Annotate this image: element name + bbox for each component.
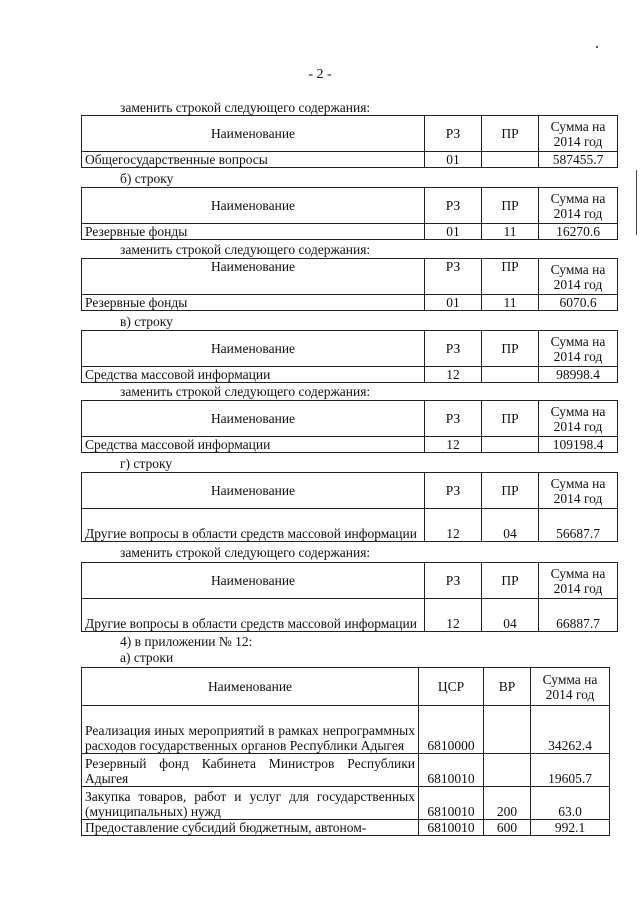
cell-pr: 04 (482, 599, 539, 632)
cell-name: Резервный фонд Кабинета Министров Республики Адыгея (82, 754, 419, 787)
col-header-sum: Сумма на 2014 год (539, 188, 618, 224)
cell-sum: 98998.4 (539, 367, 618, 383)
col-header-pr: ПР (482, 473, 539, 509)
budget-table-7 (81, 562, 618, 632)
col-header-name: Наименование (82, 668, 419, 706)
col-header-pr: ПР (482, 563, 539, 599)
col-header-pr: ПР (482, 401, 539, 437)
cell-pr (482, 437, 539, 453)
cell-csr: 6810000 (419, 706, 484, 754)
cell-name: Резервные фонды (82, 224, 425, 240)
cell-pr (482, 367, 539, 383)
budget-table-4 (81, 330, 618, 383)
col-header-sum: Сумма на 2014 год (531, 668, 610, 706)
instruction-line: заменить строкой следующего содержания: (120, 242, 371, 257)
budget-table-5 (81, 400, 618, 453)
col-header-sum: Сумма на 2014 год (539, 331, 618, 367)
col-header-rz: РЗ (425, 259, 482, 295)
col-header-rz: РЗ (425, 473, 482, 509)
col-header-sum: Сумма на 2014 год (539, 563, 618, 599)
instruction-line: заменить строкой следующего содержания: (120, 384, 371, 399)
col-header-pr: ПР (482, 259, 539, 295)
cell-name: Реализация иных мероприятий в рамках непрограммных расходов государственных органов Республики Адыгея (82, 706, 419, 754)
instruction-line: г) строку (120, 456, 173, 471)
col-header-name: Наименование (82, 188, 425, 224)
cell-pr: 11 (482, 295, 539, 311)
cell-sum: 63.0 (531, 787, 610, 820)
cell-name: Резервные фонды (82, 295, 425, 311)
cell-pr: 04 (482, 509, 539, 542)
instruction-line: 4) в приложении № 12: (120, 634, 253, 649)
budget-table-2 (81, 187, 618, 240)
instruction-line: заменить строкой следующего содержания: (120, 100, 371, 115)
instruction-line: заменить строкой следующего содержания: (120, 545, 371, 560)
col-header-name: Наименование (82, 563, 425, 599)
instruction-line: б) строку (120, 171, 174, 186)
cell-name: Средства массовой информации (82, 437, 425, 453)
cell-name: Закупка товаров, работ и услуг для государственных (муниципальных) нужд (82, 787, 419, 820)
col-header-csr: ЦСР (419, 668, 484, 706)
cell-rz: 01 (425, 295, 482, 311)
col-header-rz: РЗ (425, 188, 482, 224)
cell-csr: 6810010 (419, 787, 484, 820)
cell-csr: 6810010 (419, 754, 484, 787)
cell-name: Общегосударственные вопросы (82, 152, 425, 168)
col-header-name: Наименование (82, 473, 425, 509)
col-header-pr: ПР (482, 188, 539, 224)
col-header-pr: ПР (482, 331, 539, 367)
cell-rz: 01 (425, 152, 482, 168)
col-header-name: Наименование (82, 401, 425, 437)
cell-vr (484, 706, 531, 754)
cell-vr (484, 754, 531, 787)
col-header-pr: ПР (482, 116, 539, 152)
col-header-sum: Сумма на 2014 год (539, 401, 618, 437)
cell-sum: 34262.4 (531, 706, 610, 754)
col-header-rz: РЗ (425, 401, 482, 437)
cell-name: Другие вопросы в области средств массовой информации (82, 599, 425, 632)
page-number: - 2 - (308, 67, 332, 82)
col-header-sum: Сумма на 2014 год (539, 259, 618, 295)
cell-rz: 12 (425, 599, 482, 632)
budget-table-6 (81, 472, 618, 542)
col-header-sum: Сумма на 2014 год (539, 116, 618, 152)
col-header-rz: РЗ (425, 331, 482, 367)
cell-pr: 11 (482, 224, 539, 240)
budget-table-1 (81, 115, 618, 168)
cell-rz: 12 (425, 437, 482, 453)
cell-rz: 12 (425, 509, 482, 542)
cell-sum: 109198.4 (539, 437, 618, 453)
budget-table-3 (81, 258, 618, 311)
scan-speck (596, 46, 598, 48)
cell-rz: 01 (425, 224, 482, 240)
cell-sum: 56687.7 (539, 509, 618, 542)
cell-sum: 19605.7 (531, 754, 610, 787)
cell-name: Другие вопросы в области средств массовой информации (82, 509, 425, 542)
col-header-name: Наименование (82, 116, 425, 152)
instruction-line: а) строки (120, 650, 174, 665)
cell-sum: 66887.7 (539, 599, 618, 632)
cell-csr: 6810010 (419, 820, 484, 836)
col-header-name: Наименование (82, 259, 425, 295)
cell-sum: 587455.7 (539, 152, 618, 168)
cell-pr (482, 152, 539, 168)
budget-table-8 (81, 667, 610, 836)
col-header-rz: РЗ (425, 116, 482, 152)
cell-vr: 600 (484, 820, 531, 836)
cell-sum: 6070.6 (539, 295, 618, 311)
cell-sum: 992.1 (531, 820, 610, 836)
cell-name: Предоставление субсидий бюджетным, автоном- (82, 820, 419, 836)
cell-sum: 16270.6 (539, 224, 618, 240)
col-header-sum: Сумма на 2014 год (539, 473, 618, 509)
col-header-name: Наименование (82, 331, 425, 367)
cell-rz: 12 (425, 367, 482, 383)
col-header-rz: РЗ (425, 563, 482, 599)
instruction-line: в) строку (120, 314, 173, 329)
scan-edge-line (636, 170, 637, 235)
cell-name: Средства массовой информации (82, 367, 425, 383)
cell-vr: 200 (484, 787, 531, 820)
col-header-vr: ВР (484, 668, 531, 706)
